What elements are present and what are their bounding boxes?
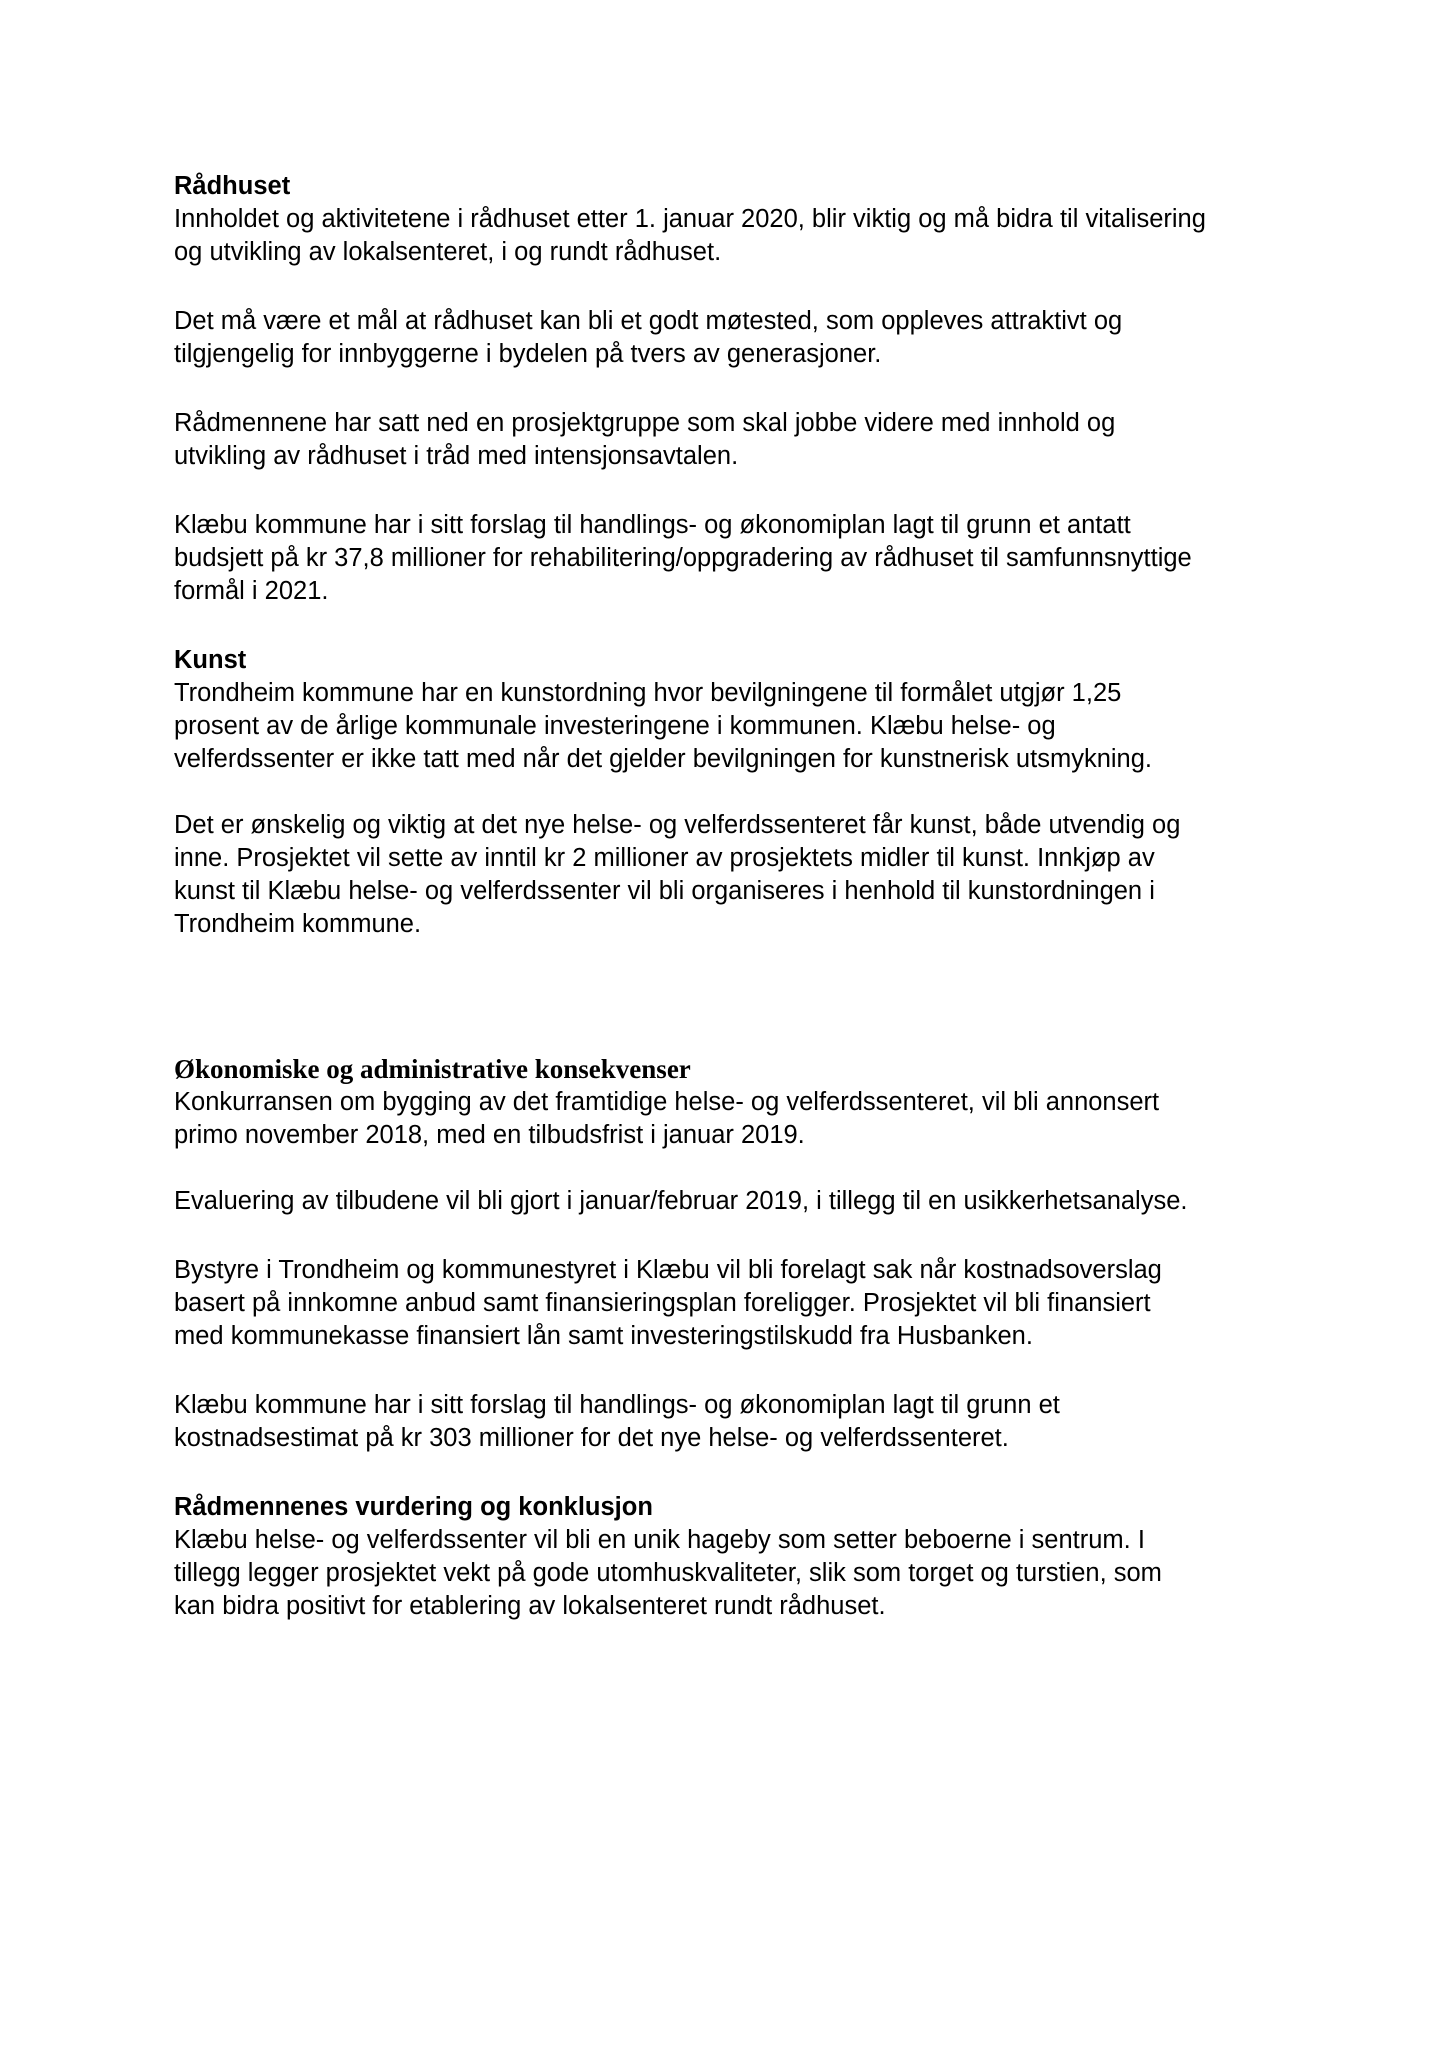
text-line: Det er ønskelig og viktig at det nye helse- og velferdssenteret får kunst, både utvendig og [174,811,1181,839]
paragraph [174,407,1304,473]
paragraph [174,1389,1304,1455]
section-heading-radhuset: Rådhuset [174,172,291,200]
text-line: Innholdet og aktivitetene i rådhuset etter 1. januar 2020, blir viktig og må bidra til vitalisering [174,205,1206,233]
text-line: Det må være et mål at rådhuset kan bli et godt møtested, som oppleves attraktivt og [174,307,1123,335]
document-body [174,170,1304,1623]
paragraph [174,1524,1304,1623]
text-line: Klæbu kommune har i sitt forslag til handlings- og økonomiplan lagt til grunn et antatt [174,511,1131,539]
text-line: kostnadsestimat på kr 303 millioner for det nye helse- og velferdssenteret. [174,1424,1009,1452]
text-line: formål i 2021. [174,577,329,605]
text-line: tilgjengelig for innbyggerne i bydelen på tvers av generasjoner. [174,340,882,368]
text-line: Klæbu helse- og velferdssenter vil bli en unik hageby som setter beboerne i sentrum. I [174,1526,1145,1554]
text-line: Trondheim kommune har en kunstordning hvor bevilgningene til formålet utgjør 1,25 [174,679,1122,707]
paragraph [174,509,1304,608]
paragraph [174,305,1304,371]
section-heading-kunst: Kunst [174,646,247,674]
text-line: med kommunekasse finansiert lån samt investeringstilskudd fra Husbanken. [174,1322,1033,1350]
text-line: Konkurransen om bygging av det framtidige helse- og velferdssenteret, vil bli annonsert [174,1088,1160,1116]
text-line: inne. Prosjektet vil sette av inntil kr 2 millioner av prosjektets midler til kunst. Innkjøp av [174,844,1155,872]
text-line: Evaluering av tilbudene vil bli gjort i januar/februar 2019, i tillegg til en usikkerhetsanalyse. [174,1187,1188,1215]
paragraph [174,677,1304,776]
paragraph [174,1086,1304,1152]
section-heading-okonomiske: Økonomiske og administrative konsekvenser [174,1054,691,1084]
text-line: Trondheim kommune. [174,910,422,938]
paragraph [174,1185,1304,1218]
paragraph [174,809,1304,941]
text-line: velferdssenter er ikke tatt med når det gjelder bevilgningen for kunstnerisk utsmykning. [174,745,1152,773]
text-line: Rådmennene har satt ned en prosjektgruppe som skal jobbe videre med innhold og [174,409,1116,437]
text-line: prosent av de årlige kommunale investeringene i kommunen. Klæbu helse- og [174,712,1056,740]
text-line: kan bidra positivt for etablering av lokalsenteret rundt rådhuset. [174,1592,886,1620]
paragraph [174,1254,1304,1353]
text-line: basert på innkomne anbud samt finansieringsplan foreligger. Prosjektet vil bli finansiert [174,1289,1151,1317]
text-line: utvikling av rådhuset i tråd med intensjonsavtalen. [174,442,739,470]
paragraph [174,203,1304,269]
text-line: budsjett på kr 37,8 millioner for rehabilitering/oppgradering av rådhuset til samfunnsnyttige [174,544,1192,572]
text-line: primo november 2018, med en tilbudsfrist i januar 2019. [174,1121,805,1149]
text-line: og utvikling av lokalsenteret, i og rundt rådhuset. [174,238,722,266]
text-line: Bystyre i Trondheim og kommunestyret i Klæbu vil bli forelagt sak når kostnadsoverslag [174,1256,1162,1284]
text-line: Klæbu kommune har i sitt forslag til handlings- og økonomiplan lagt til grunn et [174,1391,1060,1419]
section-heading-vurdering: Rådmennenes vurdering og konklusjon [174,1493,653,1521]
text-line: kunst til Klæbu helse- og velferdssenter vil bli organiseres i henhold til kunstordningen i [174,877,1155,905]
text-line: tillegg legger prosjektet vekt på gode utomhuskvaliteter, slik som torget og turstien, som [174,1559,1162,1587]
